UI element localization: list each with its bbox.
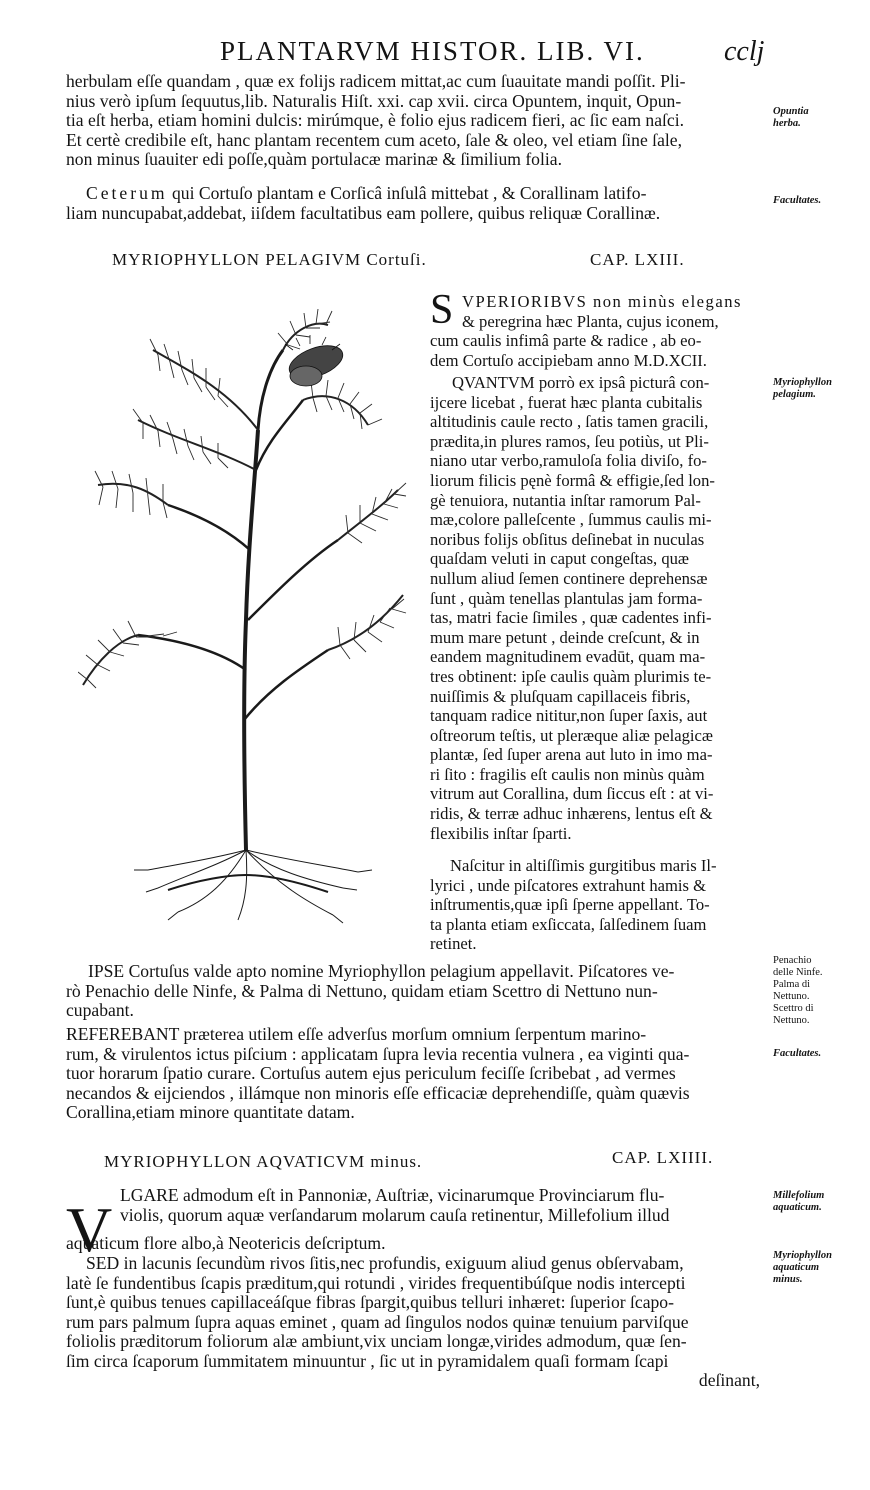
- top-paragraph: [66, 72, 770, 170]
- margin-note-line: Nettuno.: [773, 991, 810, 1002]
- margin-note-line: Palma di: [773, 979, 811, 990]
- text-line: tia eſt herba, etiam homini dulcis: mirúmque, è folio ejus radicem fieri, ac ſic eam naſci.: [66, 111, 685, 130]
- text-line: tas, matri facie ſimiles , quæ cadentes infi-: [430, 608, 712, 628]
- text-line: quaſdam veluti in caput congeſtas, quæ: [430, 549, 689, 569]
- text-line: Corallina,etiam minore quantitate datam.: [66, 1103, 355, 1122]
- text-line: oſtreorum teſtis, ut pleræque aliæ pelagicæ: [430, 725, 713, 745]
- text-line: mum mare petunt , deinde creſcunt, & in: [430, 627, 700, 647]
- text-line: rum, & virulentos ictus piſcium : applicatam ſupra levia recentia vulnera , ea viginti qua-: [66, 1044, 690, 1064]
- margin-note-line: Penachio: [773, 955, 812, 966]
- margin-note-myriophyllon-aquaticum: [773, 1250, 865, 1286]
- text-line: ſim circa ſcaporum ſummitatem minuuntur , ſic ut in pyramidalem quaſi formam ſcapi: [66, 1351, 669, 1371]
- margin-note-line: Opuntia: [773, 106, 809, 117]
- text-line: Et certè credibile eſt, hanc plantam recentem cum aceto, ſale & oleo, vel etiam ſine ſale,: [66, 130, 682, 150]
- chapter-number: CAP. LXIII.: [590, 250, 685, 269]
- text-line: nuiſſimis & pluſquam capillaceis fibris,: [430, 686, 691, 706]
- chapter-number: CAP. LXIIII.: [612, 1148, 714, 1167]
- margin-note-penachio: [773, 955, 865, 1027]
- frond-left-upper: [150, 339, 228, 407]
- vulgare-paragraph: [120, 1186, 766, 1225]
- text-line: liorum filicis pęnè formâ & effigie,ſed lon-: [430, 470, 715, 490]
- text-line: foliolis præditorum foliorum alæ ambiunt,vix unciam longæ,virides admodum, quæ ſen-: [66, 1332, 687, 1351]
- margin-note-line: Millefolium: [773, 1190, 825, 1201]
- frond-right-low: [338, 599, 406, 659]
- text-line: niano utar verbo,ramuloſa folia diviſo, fo-: [430, 451, 707, 471]
- text-line: LGARE admodum eſt in Pannoniæ, Auſtriæ, vicinarumque Provinciarum flu-: [120, 1186, 665, 1205]
- frond-left-low: [95, 471, 167, 518]
- chapter-title: MYRIOPHYLLON AQVATICVM minus.: [104, 1152, 423, 1171]
- margin-note-line: Scettro di: [773, 1003, 814, 1014]
- column-intro-cont: [430, 331, 766, 370]
- margin-note-opuntia: [773, 106, 865, 130]
- text-line: violis, quorum aquæ verſandarum molarum cauſa retinentur, Millefolium illud: [120, 1205, 670, 1225]
- column-body: [430, 373, 766, 843]
- text-line: ſunt , quàm tenellas plantulas jam forma-: [430, 588, 703, 608]
- seed-head: [285, 335, 347, 386]
- text-line: [66, 184, 770, 204]
- text-line: flexibilis inſtar ſparti.: [430, 823, 572, 843]
- margin-note-facultates: Facultates.: [773, 195, 822, 206]
- text-line: altitudinis caule recto , ſatis tamen gracili,: [430, 412, 709, 432]
- margin-note-line: Myriophyllon: [773, 1250, 832, 1261]
- text-line: ridis, & terræ adhuc inhærens, lentus eſt &: [430, 804, 713, 824]
- margin-note-line: Myriophyllon: [773, 377, 832, 388]
- column-intro: [462, 292, 766, 331]
- text-line: rum pars palmum ſupra aquas eminet , quam ad ſingulos nodos quinæ tenuium parviſque: [66, 1312, 689, 1332]
- sed-paragraph: [66, 1254, 764, 1391]
- text-line: eandem magnitudinem evadūt, quam ma-: [430, 647, 706, 667]
- text-line: tanquam radice nititur,non ſuper ſaxis, aut: [430, 706, 708, 726]
- text-line: IPSE Cortuſus valde apto nomine Myriophyllon pelagium appellavit. Piſcatores ve-: [88, 962, 675, 981]
- text-line: dem Cortuſo accipiebam anno M.D.XCII.: [430, 350, 707, 370]
- drop-capital: S: [430, 287, 454, 333]
- text-line: gè tenuiora, nutantia inſtar ramorum Pal-: [430, 490, 701, 510]
- text-line: & peregrina hæc Planta, cujus iconem,: [462, 311, 719, 331]
- text-line: latè ſe fundentibus ſcapis præditum,qui rotundi , virides frequentibúſque nodis intercepti: [66, 1273, 686, 1293]
- margin-note-line: aquaticum.: [773, 1202, 822, 1213]
- ipse-paragraph: [66, 962, 764, 1021]
- margin-note-line: delle Ninfe.: [773, 967, 823, 978]
- text-line: Naſcitur in altiſſimis gurgitibus maris Il-: [450, 856, 717, 875]
- text-fragment: qui Cortuſo plantam e Corſicâ inſulâ mittebat , & Corallinam latifo-: [167, 184, 647, 203]
- margin-note-line: pelagium.: [773, 389, 816, 400]
- text-line: vitrum aut Corallina, dum ſiccus eſt : at vi-: [430, 784, 714, 804]
- ceterum-paragraph: [66, 184, 770, 223]
- text-line: cupabant.: [66, 1001, 134, 1020]
- text-line: SED in lacunis ſecundùm rivos ſitis,nec profundis, exiguum aliud genus obſervabam,: [86, 1254, 684, 1273]
- text-line: REFEREBANT præterea utilem eſſe adverſus morſum omnium ſerpentum marino-: [66, 1025, 647, 1044]
- frond-right-top: [278, 309, 332, 349]
- text-line: retinet.: [430, 934, 477, 954]
- running-head: PLANTARVM HISTOR. LIB. VI.: [220, 36, 645, 66]
- text-line: herbulam eſſe quandam , quæ ex folijs radicem mittat,ac cum ſuauitate mandi poſſit. Pli-: [66, 72, 686, 91]
- chapter-title: MYRIOPHYLLON PELAGIVM Cortuſi.: [112, 250, 427, 269]
- drop-capital: V: [66, 1194, 113, 1265]
- frond-left-bottom: [78, 621, 177, 688]
- text-line: plantæ, ſed ſuper arena aut luto in imo ma-: [430, 745, 713, 765]
- text-line: lyrici , unde piſcatores extrahunt hamis &: [430, 875, 707, 895]
- frond-right-upper: [311, 380, 382, 429]
- text-line: inſtrumentis,quæ ipſi ſperne appellant. To-: [430, 895, 710, 915]
- text-line: VPERIORIBVS non minùs elegans: [462, 292, 742, 311]
- margin-note-myriophyllon-pelagium: [773, 377, 865, 401]
- column-closing: [430, 856, 766, 954]
- text-line: nullum aliud ſemen continere deprehensæ: [430, 568, 708, 588]
- margin-note-facultates: Facultates.: [773, 1048, 822, 1059]
- text-line: deſinant,: [698, 1371, 760, 1390]
- text-line: non minus ſuauiter edi poſſe,quàm portulacæ marinæ & ſimilium folia.: [66, 150, 562, 169]
- text-line: ta planta etiam exſiccata, ſalſedinem ſuam: [430, 914, 707, 934]
- text-line: QVANTVM porrò ex ipsâ picturâ con-: [452, 373, 710, 392]
- referebant-paragraph: [66, 1025, 764, 1123]
- margin-note-line: herba.: [773, 118, 801, 129]
- text-line: nius verò ipſum ſequutus,lib. Naturalis Hiſt. xxi. cap xvii. circa Opuntem, inquit, Opun-: [66, 91, 682, 111]
- margin-note-line: aquaticum: [773, 1262, 820, 1273]
- text-line: noribus folijs obſitus deſinebat in nuculas: [430, 529, 705, 549]
- text-line: ri ſito : fragilis eſt caulis non minùs quàm: [430, 764, 705, 784]
- margin-note-millefolium: [773, 1190, 865, 1214]
- vulgare-paragraph-cont: [66, 1234, 764, 1254]
- text-line: liam nuncupabat,addebat, iiſdem facultatibus eam pollere, quibus reliquæ Corallinæ.: [66, 203, 661, 223]
- text-line: tuor horarum ſpatio curare. Cortuſus autem ejus periculum feciſſe ſcribebat , ad vermes: [66, 1064, 676, 1083]
- margin-note-line: minus.: [773, 1274, 803, 1285]
- folio-number: cclj: [724, 36, 765, 67]
- text-line: tres obtinent: ipſe caulis quàm plurimis te-: [430, 666, 712, 686]
- text-line: mæ,colore palleſcente , ſummus caulis mi-: [430, 510, 712, 530]
- text-line: prædita,in plures ramos, ſeu potiùs, ut Pli-: [430, 431, 709, 451]
- text-line: cum caulis infimâ parte & radice , ab eo-: [430, 331, 702, 350]
- lead-word: Ceterum: [86, 184, 168, 203]
- text-line: aquaticum flore albo,à Neotericis deſcriptum.: [66, 1234, 386, 1253]
- plant-illustration: [78, 290, 418, 930]
- text-line: necandos & eijciendos , illámque non minoris eſſe efficaciæ deprehendiſſe, quàm quævis: [66, 1083, 690, 1103]
- text-line: ijcere licebat , fuerat hæc planta cubitalis: [430, 392, 703, 412]
- text-line: rò Penachio delle Ninfe, & Palma di Nettuno, quidam etiam Scettro di Nettuno nun-: [66, 981, 658, 1001]
- text-line: ſunt,è quibus tenues capillaceáſque fibras ſpargit,quibus telluri inhæret: ſuperior ſcapo-: [66, 1293, 674, 1312]
- margin-note-line: Nettuno.: [773, 1015, 810, 1026]
- root-mass: [134, 850, 372, 923]
